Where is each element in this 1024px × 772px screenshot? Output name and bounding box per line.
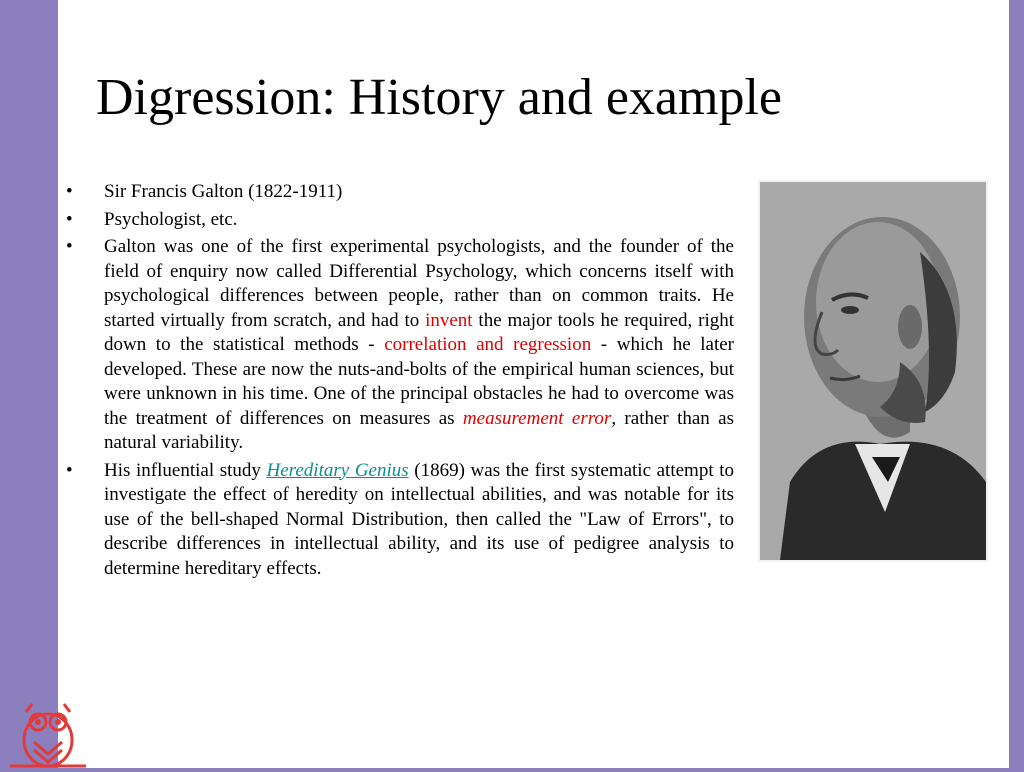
bullet-marker: •	[66, 236, 73, 257]
slide-title: Digression: History and example	[96, 69, 782, 126]
bullet-item	[66, 235, 734, 456]
slide	[58, 0, 1009, 768]
bullet-list	[66, 180, 734, 584]
bullet-text: Galton was one of the first experimental psychologists, and the founder of the field of enquiry now called Differential Psychology, which concerns itself with psychological differences between people, rather than on common traits. He started virtually from scratch, and had to	[104, 236, 734, 331]
highlight-correlation-regression: correlation and regression	[384, 334, 592, 355]
portrait-icon	[760, 182, 986, 560]
owl-logo-icon	[0, 698, 96, 768]
highlight-measurement-error: measurement error	[462, 407, 612, 429]
bullet-text: Sir Francis Galton (1822-1911)	[104, 181, 343, 202]
highlight-invent: invent	[425, 309, 473, 331]
bullet-text: , rather than as natural variability.	[104, 407, 735, 453]
galton-portrait	[758, 180, 988, 562]
bullet-marker: •	[66, 181, 73, 202]
bullet-item	[66, 180, 734, 205]
bullet-text: - which he later developed. These are now the nuts-and-bolts of the empirical human sciences, but were unknown in his time. One of the principal obstacles he had to overcome was the treatment of differences on measures as	[104, 334, 735, 429]
bullet-marker: •	[66, 459, 73, 481]
bullet-item	[66, 208, 734, 233]
owl-logo	[0, 698, 96, 768]
bullet-item	[66, 459, 734, 582]
hereditary-genius-link[interactable]: Hereditary Genius	[266, 459, 409, 481]
bullet-marker: •	[66, 208, 73, 230]
bullet-text: the major tools he required, right down to the statistical methods -	[104, 309, 734, 355]
bullet-text: Psychologist, etc.	[104, 208, 238, 230]
bullet-text: His influential study	[104, 459, 267, 481]
bullet-text: (1869) was the first systematic attempt to investigate the effect of heredity on intellectual abilities, and was notable for its use of the bell-shaped Normal Distribution, then called the "Law of Errors", to describe differences in intellectual ability, and its use of pedigree analysis to determine hereditary effects.	[104, 459, 735, 579]
